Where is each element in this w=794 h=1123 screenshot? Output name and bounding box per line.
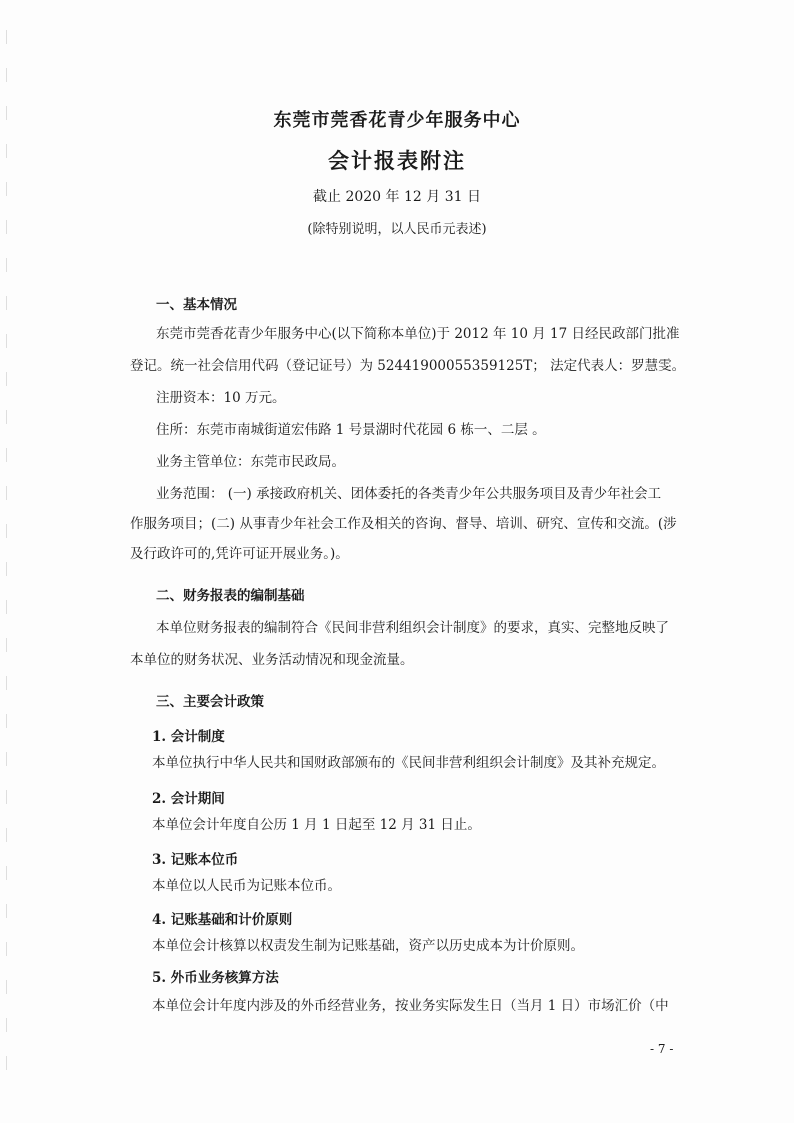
address: 住所：东莞市南城街道宏伟路 1 号景湖时代花园 6 栋一、二层 。 xyxy=(156,422,546,438)
section-2-heading: 二、财务报表的编制基础 xyxy=(156,588,305,604)
policy-item-text: 本单位以人民币为记账本位币。 xyxy=(152,878,341,894)
policy-item-title: 5. 外币业务核算方法 xyxy=(152,970,279,986)
section-1-intro-line-1: 东莞市莞香花青少年服务中心(以下简称本单位)于 2012 年 10 月 17 日经民政部门批准 xyxy=(156,326,680,342)
policy-item-text: 本单位会计年度内涉及的外币经营业务，按业务实际发生日（当月 1 日）市场汇价（中 xyxy=(152,998,669,1014)
section-2-line-2: 本单位的财务状况、业务活动情况和现金流量。 xyxy=(130,652,414,668)
report-date: 截止 2020 年 12 月 31 日 xyxy=(313,189,481,205)
policy-item-text: 本单位会计年度自公历 1 月 1 日起至 12 月 31 日止。 xyxy=(152,817,481,833)
policy-item-text: 本单位执行中华人民共和国财政部颁布的《民间非营利组织会计制度》及其补充规定。 xyxy=(152,755,665,771)
business-scope-line-2: 作服务项目；(二) 从事青少年社会工作及相关的咨询、督导、培训、研究、宣传和交流。(涉 xyxy=(130,516,677,532)
business-scope-line-3: 及行政许可的,凭许可证开展业务。)。 xyxy=(130,546,349,562)
supervising-unit: 业务主管单位：东莞市民政局。 xyxy=(156,454,345,470)
policy-item-text: 本单位会计核算以权责发生制为记账基础，资产以历史成本为计价原则。 xyxy=(152,938,584,954)
policy-item-title: 1. 会计制度 xyxy=(152,729,225,745)
section-3-heading: 三、主要会计政策 xyxy=(156,694,264,710)
policy-item-title: 2. 会计期间 xyxy=(152,791,225,807)
policy-item-title: 3. 记账本位币 xyxy=(152,852,239,868)
policy-item-title: 4. 记账基础和计价原则 xyxy=(152,912,293,928)
registered-capital: 注册资本：10 万元。 xyxy=(156,390,286,406)
page-number: - 7 - xyxy=(650,1042,674,1056)
section-2-line-1: 本单位财务报表的编制符合《民间非营利组织会计制度》的要求，真实、完整地反映了 xyxy=(156,620,669,636)
section-1-heading: 一、基本情况 xyxy=(156,297,237,313)
business-scope-line-1: 业务范围： (一) 承接政府机关、团体委托的各类青少年公共服务项目及青少年社会工 xyxy=(156,486,662,502)
organization-title: 东莞市莞香花青少年服务中心 xyxy=(273,110,521,131)
currency-note: (除特别说明，以人民币元表述) xyxy=(307,222,487,237)
document-title: 会计报表附注 xyxy=(328,148,466,173)
section-1-intro-line-2: 登记。统一社会信用代码（登记证号）为 52441900055359125T； 法定代表人：罗慧雯。 xyxy=(130,358,686,374)
